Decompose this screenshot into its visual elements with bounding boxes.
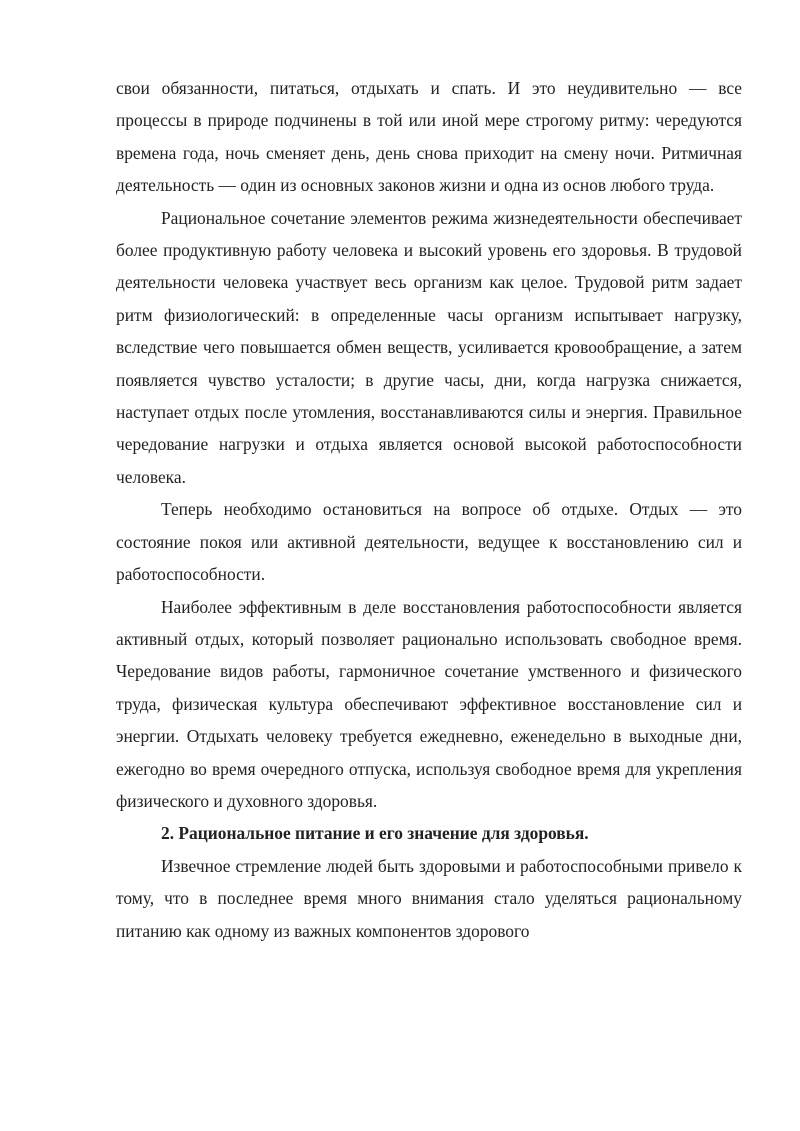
paragraph-rhythm: Рациональное сочетание элементов режима жизнедеятельности обеспечивает более продуктивную работу человека и высокий уровень его здоровья. В трудовой деятельности человека участвует весь организм как целое. Трудовой ритм задает ритм физиологический: в определенные часы организм испытывает нагрузку, вследствие чего повышается обмен веществ, усиливается кровообращение, а затем появляется чувство усталости; в другие часы, дни, когда нагрузка снижается, наступает отдых после утомления, восстанавливаются силы и энергия. Правильное чередование нагрузки и отдыха является основой высокой работоспособности человека. [116,207,742,487]
section-heading: 2. Рациональное питание и его значение для здоровья. [161,823,589,844]
paragraph-continuation: свои обязанности, питаться, отдыхать и спать. И это неудивительно — все процессы в природе подчинены в той или иной мере строгому ритму: чередуются времена года, ночь сменяет день, день снова приходит на смену ночи. Ритмичная деятельность — один из основных законов жизни и одна из основ любого труда. [116,78,742,196]
paragraph-nutrition: Извечное стремление людей быть здоровыми и работоспособными привело к тому, что в последнее время много внимания стало уделяться рациональному питанию как одному из важных компонентов здорового [116,855,742,941]
paragraph-active-rest: Наиболее эффективным в деле восстановления работоспособности является активный отдых, который позволяет рационально использовать свободное время. Чередование видов работы, гармоничное сочетание умственного и физического труда, физическая культура обеспечивают эффективное восстановление сил и энергии. Отдыхать человеку требуется ежедневно, еженедельно в выходные дни, ежегодно во время очередного отпуска, используя свободное время для укрепления физического и духовного здоровья. [116,596,742,811]
paragraph-rest: Теперь необходимо остановиться на вопросе об отдыхе. Отдых — это состояние покоя или активной деятельности, ведущее к восстановлению сил и работоспособности. [116,499,742,585]
document-page [116,72,742,947]
